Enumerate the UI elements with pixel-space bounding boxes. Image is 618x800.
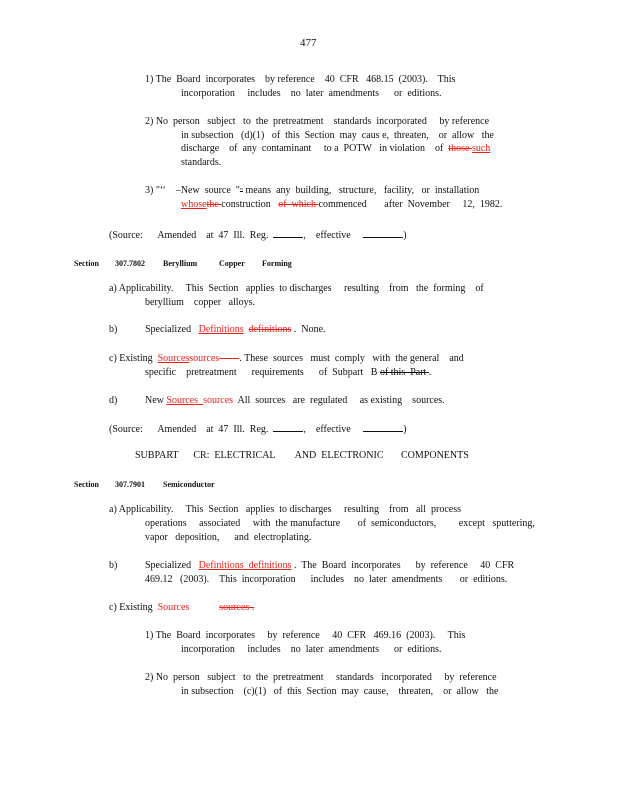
item-2-line-4: standards. — [181, 157, 222, 168]
inserted-text: sources — [203, 395, 234, 406]
deleted-text: the — [206, 199, 222, 210]
comma: , — [303, 424, 306, 435]
inserted-text: Definitions — [198, 560, 244, 571]
item-1-line-1: 1) The Board incorporates by reference 40 CFR 469.16 (2003). This — [145, 630, 466, 641]
deleted-text: of which — [278, 199, 319, 210]
page-number: 477 — [300, 37, 317, 49]
subsection-a-line-3: vapor deposition, and electroplating. — [145, 532, 312, 543]
section-number: 307.7802 — [115, 259, 145, 268]
subsection-b-line-1 — [145, 560, 514, 572]
effective-label: effective — [315, 230, 351, 241]
text-run: New — [145, 395, 167, 406]
close-paren: ) — [403, 230, 407, 241]
subsection-b-marker: b) — [109, 324, 118, 335]
blank-line — [363, 228, 403, 238]
section-title-word: Forming — [262, 259, 292, 268]
section-label: Section — [74, 259, 99, 268]
subsection-c-line-1 — [109, 353, 464, 365]
item-1-line-2: incorporation includes no later amendments or editions. — [181, 644, 442, 655]
text-run: . The Board incorporates by reference 40 CFR — [291, 560, 515, 571]
subsection-b-line — [145, 324, 326, 336]
deleted-text: of this Part — [379, 367, 429, 378]
source-prefix: (Source: Amended at 47 Ill. Reg. — [109, 230, 269, 241]
item-1-line-1: 1) The Board incorporates by reference 40 CFR 468.15 (2003). This — [145, 74, 456, 85]
deleted-text: those — [448, 143, 472, 154]
source-note-1 — [109, 228, 407, 242]
item-3-line-1 — [145, 185, 479, 197]
deleted-text: sources — [219, 602, 250, 613]
inserted-text: sources — [189, 353, 220, 364]
deleted-text: definitions — [248, 560, 292, 571]
deleted-mark: ” — [239, 187, 244, 195]
text-run: . These sources must comply with the general and — [239, 353, 464, 364]
subsection-b-marker: b) — [109, 560, 118, 571]
text-run: construction — [221, 199, 279, 210]
subsection-a-line-2: operations associated with the manufacture of semiconductors, except sputtering, — [145, 518, 535, 529]
source-note-2 — [109, 422, 407, 436]
inserted-text: Definitions — [198, 324, 244, 335]
subsection-d-line — [145, 395, 445, 407]
inserted-text: Sources — [166, 395, 199, 406]
text-run: discharge of any contaminant to a POTW in violation of — [181, 143, 449, 154]
subsection-b-line-2: 469.12 (2003). This incorporation includes no later amendments or editions. — [145, 574, 508, 585]
item-2-line-2: in subsection (d)(1) of this Section may caus e, threaten, or allow the — [181, 130, 494, 141]
section-title-word: Copper — [219, 259, 245, 268]
text-run: specific pretreatment requirements of Subpart B — [145, 367, 380, 378]
subsection-d-marker: d) — [109, 395, 118, 406]
item-3-line-2 — [181, 199, 502, 211]
text-run: Specialized — [145, 560, 199, 571]
item-2-line-2: in subsection (c)(1) of this Section may cause, threaten, or allow the — [181, 686, 499, 697]
text-run: Specialized — [145, 324, 199, 335]
text-run: All sources are regulated as existing sources. — [233, 395, 445, 406]
section-title-word: Beryllium — [163, 259, 198, 268]
subsection-a-line-1: a) Applicability. This Section applies to discharges resulting from all process — [109, 504, 461, 515]
source-prefix: (Source: Amended at 47 Ill. Reg. — [109, 424, 269, 435]
deleted-text: . — [249, 602, 255, 613]
inserted-text: Sources — [157, 602, 190, 613]
item-2-line-1: 2) No person subject to the pretreatment standards incorporated by reference — [145, 116, 490, 127]
blank-line — [363, 422, 403, 432]
text-run: c) Existing — [109, 353, 158, 364]
subsection-c-line — [109, 602, 254, 614]
text-run: commenced after November 12, 1982. — [318, 199, 503, 210]
text-run: . None. — [291, 324, 326, 335]
section-title: Semiconductor — [163, 480, 215, 489]
text-run: c) Existing — [109, 602, 158, 613]
blank-line — [273, 228, 303, 238]
close-paren: ) — [403, 424, 407, 435]
text-run: 3) "‘‘ –New source " — [145, 185, 240, 196]
subsection-a-line-2: beryllium copper alloys. — [145, 297, 255, 308]
deleted-text: definitions — [248, 324, 292, 335]
text-run: . — [428, 367, 432, 378]
effective-label: effective — [315, 424, 351, 435]
inserted-text: whose — [181, 199, 207, 210]
inserted-text: Sources — [157, 353, 190, 364]
subsection-a-line-1: a) Applicability. This Section applies to discharges resulting from the forming of — [109, 283, 484, 294]
subpart-heading: SUBPART CR: ELECTRICAL AND ELECTRONIC COMPONENTS — [135, 450, 469, 461]
item-2-line-3 — [181, 143, 490, 155]
section-label: Section — [74, 480, 99, 489]
item-1-line-2: incorporation includes no later amendments or editions. — [181, 88, 442, 99]
text-run: means any building, structure, facility, or installation — [245, 185, 480, 196]
blank-line — [273, 422, 303, 432]
inserted-text: such — [471, 143, 491, 154]
subsection-c-line-2 — [145, 367, 431, 379]
item-2-line-1: 2) No person subject to the pretreatment standards incorporated by reference — [145, 672, 497, 683]
comma: , — [303, 230, 306, 241]
deleted-gap — [219, 353, 239, 364]
section-number: 307.7901 — [115, 480, 145, 489]
gap — [189, 602, 219, 613]
